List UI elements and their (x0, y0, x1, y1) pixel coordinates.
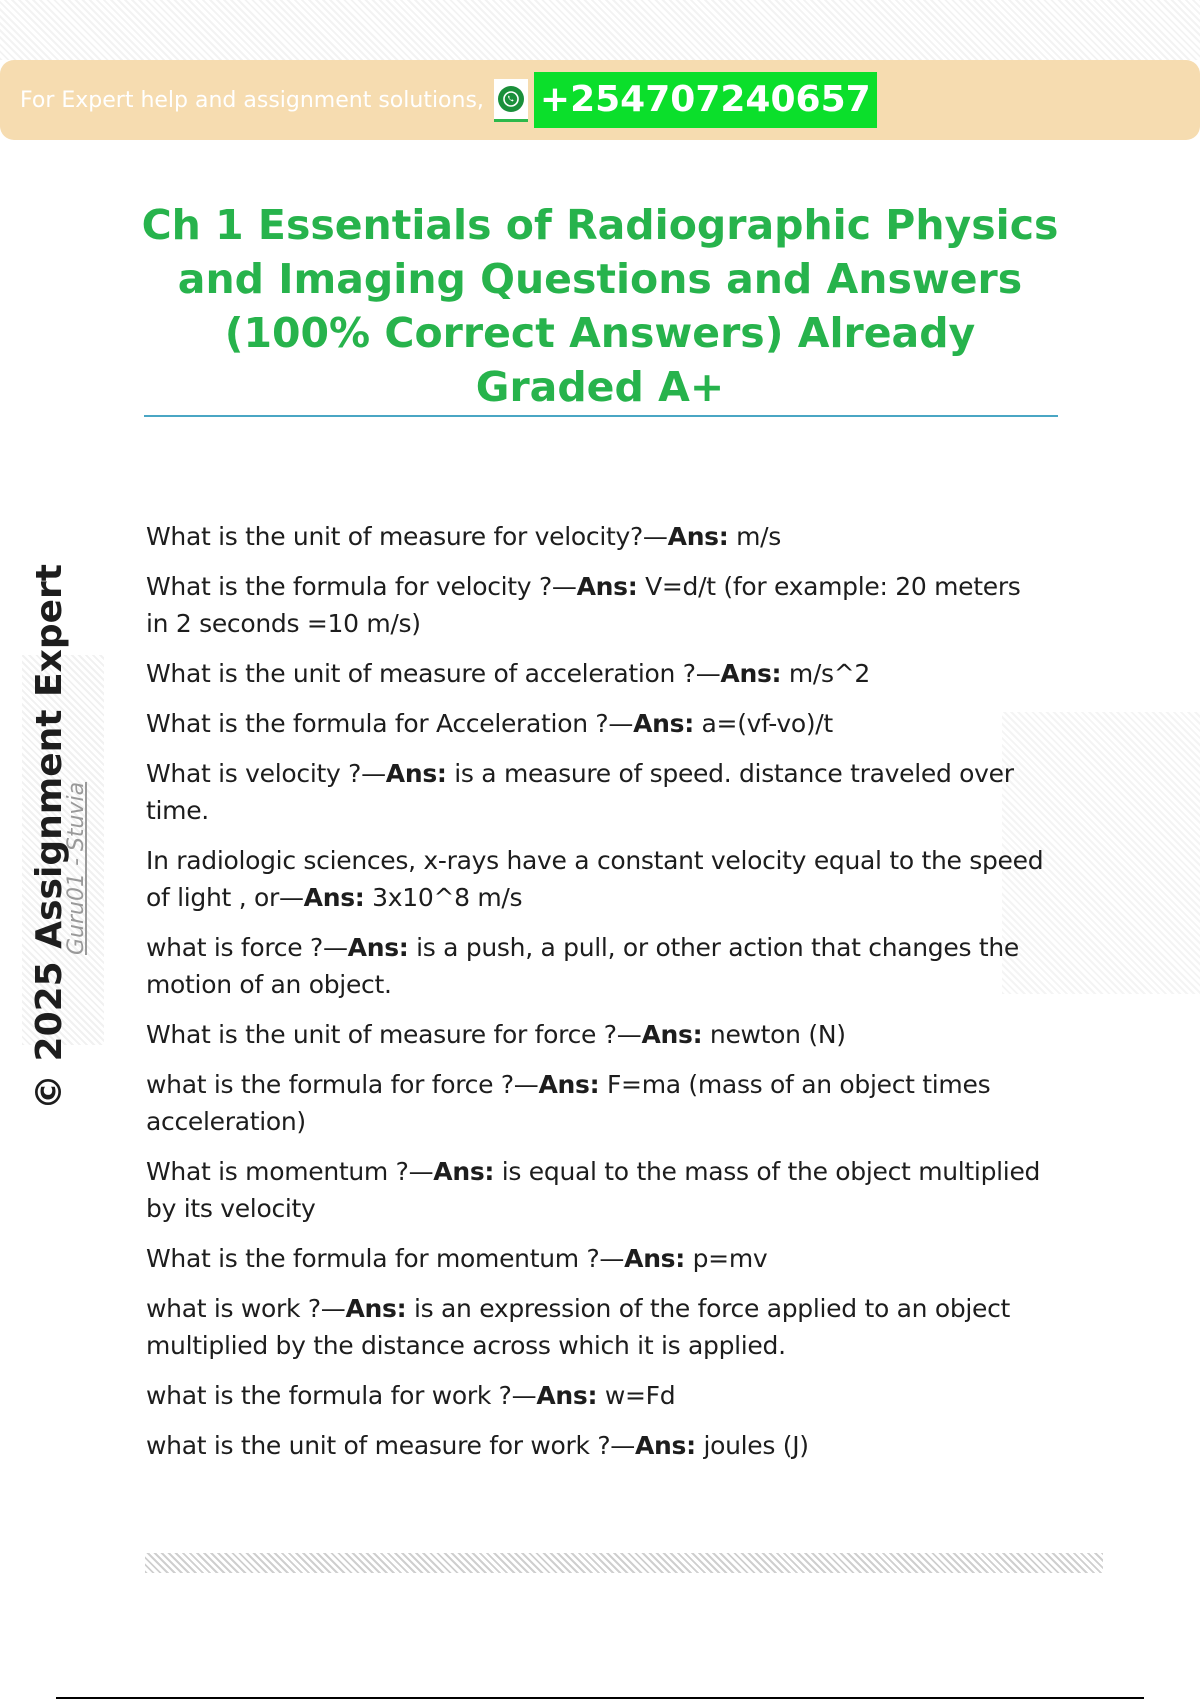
answer: newton (N) (702, 1020, 846, 1049)
qa-list (146, 518, 1046, 1477)
answer: m/s (728, 522, 782, 551)
answer: 3x10^8 m/s (364, 883, 523, 912)
answer-label: Ans: (720, 659, 782, 688)
answer: is a measure of speed. distance traveled over time. (146, 759, 1014, 825)
question: In radiologic sciences, x-rays have a constant velocity equal to the speed of light , or— (146, 846, 1044, 912)
qa-item (146, 1290, 1046, 1364)
question: What is the unit of measure of acceleration ?— (146, 659, 721, 688)
answer-label: Ans: (624, 1244, 685, 1273)
answer-label: Ans: (538, 1070, 600, 1099)
answer: w=Fd (597, 1381, 676, 1410)
question: What is the unit of measure for velocity?— (146, 522, 668, 551)
question: What is the formula for momentum ?— (146, 1244, 625, 1273)
answer-label: Ans: (345, 1294, 407, 1323)
question: what is force ?— (146, 933, 348, 962)
qa-item (146, 929, 1046, 1003)
answer-label: Ans: (536, 1381, 598, 1410)
qa-item (146, 1153, 1046, 1227)
top-pattern (0, 0, 1200, 60)
answer-label: Ans: (576, 572, 638, 601)
answer: m/s^2 (781, 659, 871, 688)
question: what is the formula for work ?— (146, 1381, 537, 1410)
qa-item (146, 705, 1046, 742)
answer-label: Ans: (641, 1020, 703, 1049)
question: What is the formula for velocity ?— (146, 572, 577, 601)
question: What is the formula for Acceleration ?— (146, 709, 634, 738)
answer: is a push, a pull, or other action that changes the motion of an object. (146, 933, 1019, 999)
answer: V=d/t (for example: 20 meters in 2 seconds =10 m/s) (146, 572, 1021, 638)
title-divider (144, 415, 1058, 417)
qa-item (146, 1016, 1046, 1053)
question: What is momentum ?— (146, 1157, 434, 1186)
answer: joules (J) (695, 1431, 809, 1460)
qa-item (146, 655, 1046, 692)
answer-label: Ans: (433, 1157, 495, 1186)
question: what is the formula for force ?— (146, 1070, 539, 1099)
answer: is an expression of the force applied to an object multiplied by the distance across which it is applied. (146, 1294, 1011, 1360)
answer: a=(vf-vo)/t (693, 709, 833, 738)
watermark-label: Guru01 - Stuvia (64, 781, 89, 955)
question: What is the unit of measure for force ?— (146, 1020, 642, 1049)
answer-label: Ans: (385, 759, 447, 788)
qa-item (146, 1066, 1046, 1140)
banner-text: For Expert help and assignment solutions, (20, 87, 484, 113)
question: What is velocity ?— (146, 759, 386, 788)
answer-label: Ans: (633, 709, 694, 738)
answer-label: Ans: (303, 883, 365, 912)
page-title: Ch 1 Essentials of Radiographic Physics and Imaging Questions and Answers (100% Correct Answers) Already Graded A+ (141, 201, 1059, 411)
answer-label: Ans: (667, 522, 729, 551)
copyright-label: © 2025 Assignment Expert (29, 564, 70, 1110)
bottom-pattern (145, 1553, 1103, 1573)
qa-item (146, 1377, 1046, 1414)
answer: F=ma (mass of an object times acceleration) (146, 1070, 991, 1136)
answer: p=mv (684, 1244, 768, 1273)
qa-item (146, 842, 1046, 916)
qa-item (146, 518, 1046, 555)
answer-label: Ans: (347, 933, 409, 962)
qa-item (146, 755, 1046, 829)
answer-label: Ans: (635, 1431, 696, 1460)
qa-item (146, 1240, 1046, 1277)
phone-number[interactable]: +254707240657 (534, 72, 877, 128)
question: what is work ?— (146, 1294, 346, 1323)
qa-item (146, 568, 1046, 642)
footer-divider (56, 1697, 1144, 1699)
whatsapp-icon[interactable] (494, 79, 528, 122)
contact-banner (0, 60, 1200, 140)
question: what is the unit of measure for work ?— (146, 1431, 635, 1460)
answer: is equal to the mass of the object multiplied by its velocity (146, 1157, 1041, 1223)
qa-item (146, 1427, 1046, 1464)
